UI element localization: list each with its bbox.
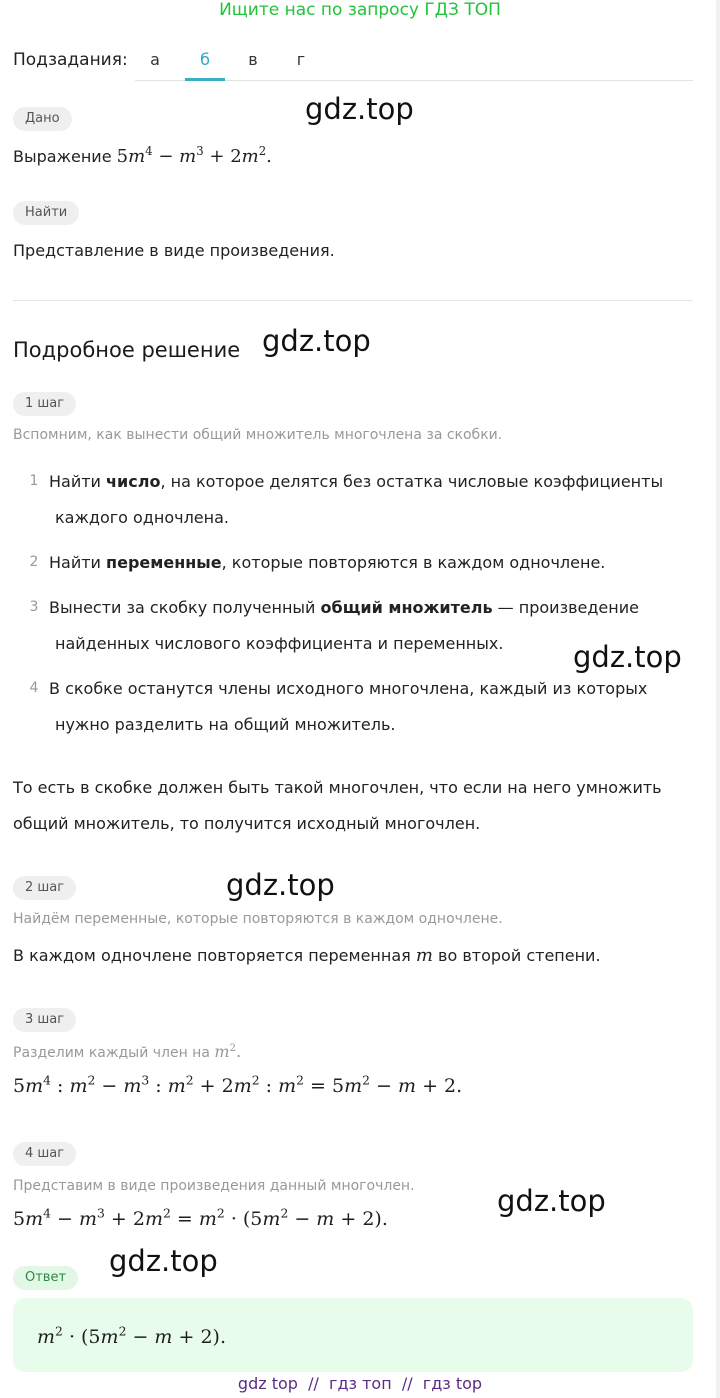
item-text: — произведение <box>492 598 639 617</box>
watermark: gdz.top <box>573 640 682 674</box>
find-text: Представление в виде произведения. <box>13 241 335 260</box>
top-banner: Ищите нас по запросу ГДЗ ТОП <box>219 0 501 20</box>
list-item-line2: нужно разделить на общий множитель. <box>55 715 396 734</box>
item-text: Найти <box>49 553 107 572</box>
step2-badge: 2 шаг <box>13 876 76 900</box>
given-label: Выражение <box>13 147 112 166</box>
step2-text-post: во второй степени. <box>438 946 601 965</box>
section-divider <box>13 300 693 301</box>
given-badge: Дано <box>13 107 72 131</box>
step4-badge: 4 шаг <box>13 1142 76 1166</box>
step3-hint-math: $m^2$. <box>214 1041 242 1061</box>
watermark: gdz.top <box>226 868 335 902</box>
step3-badge: 3 шаг <box>13 1008 76 1032</box>
step2-hint: Найдём переменные, которые повторяются в каждом одночлене. <box>13 911 503 927</box>
watermark: gdz.top <box>497 1184 606 1218</box>
step2-text-pre: В каждом одночлене повторяется переменная <box>13 946 411 965</box>
solution-title: Подробное решение <box>13 338 241 362</box>
subtasks-label: Подзадания: <box>13 50 128 70</box>
item-bold: общий множитель <box>320 598 493 617</box>
answer-formula: $m^2 \cdot (5m^2 - m + 2)$. <box>37 1324 226 1348</box>
list-number: 1 <box>29 473 39 489</box>
list-item <box>49 590 639 626</box>
watermark: gdz.top <box>262 324 371 358</box>
step1-summary-line2: общий множитель, то получится исходный многочлен. <box>13 814 481 833</box>
list-item: В скобке останутся члены исходного многочлена, каждый из которых <box>49 679 648 698</box>
step3-hint <box>13 1042 241 1061</box>
list-item-line2: найденных числового коэффициента и переменных. <box>55 634 504 653</box>
step3-formula: $5m^4$ : $m^2 - m^3$ : $m^2 + 2m^2$ : $m^2 = 5m^2 - m + 2$. <box>13 1073 463 1097</box>
answer-badge: Ответ <box>13 1266 78 1290</box>
step3-hint-text: Разделим каждый член на <box>13 1045 210 1061</box>
item-text: , которые повторяются в каждом одночлене. <box>221 553 606 572</box>
active-tab-indicator <box>185 78 225 81</box>
given-expression: $5m^4 - m^3 + 2m^2$. <box>116 143 272 167</box>
step4-formula: $5m^4 - m^3 + 2m^2 = m^2 \cdot (5m^2 - m + 2)$. <box>13 1206 388 1230</box>
item-text: , на которое делятся без остатка числовые коэффициенты <box>160 472 664 491</box>
item-bold: число <box>106 472 161 491</box>
step1-badge: 1 шаг <box>13 392 76 416</box>
watermark: gdz.top <box>109 1244 218 1278</box>
item-bold: переменные <box>106 553 222 572</box>
step2-text <box>13 945 601 966</box>
tab-b[interactable]: б <box>200 50 210 69</box>
step1-summary-line1: То есть в скобке должен быть такой многочлен, что если на него умножить <box>13 778 662 797</box>
list-number: 3 <box>29 599 39 615</box>
tab-a[interactable]: а <box>150 50 160 69</box>
list-number: 4 <box>29 680 39 696</box>
item-text: Найти <box>49 472 107 491</box>
list-item-line2: каждого одночлена. <box>55 508 229 527</box>
footer-links[interactable]: gdz top // гдз топ // гдз top <box>237 1374 483 1393</box>
list-item <box>49 464 663 500</box>
list-item <box>49 545 605 581</box>
given-text <box>13 143 272 167</box>
tab-g[interactable]: г <box>296 50 306 69</box>
find-badge: Найти <box>13 201 79 225</box>
list-number: 2 <box>29 554 39 570</box>
variable-m: m <box>415 945 433 966</box>
tab-v[interactable]: в <box>248 50 258 69</box>
right-scroll-edge <box>716 0 720 1398</box>
step4-hint: Представим в виде произведения данный многочлен. <box>13 1178 415 1194</box>
item-text: Вынести за скобку полученный <box>49 598 321 617</box>
watermark: gdz.top <box>305 92 414 126</box>
step1-hint: Вспомним, как вынести общий множитель многочлена за скобки. <box>13 427 503 443</box>
